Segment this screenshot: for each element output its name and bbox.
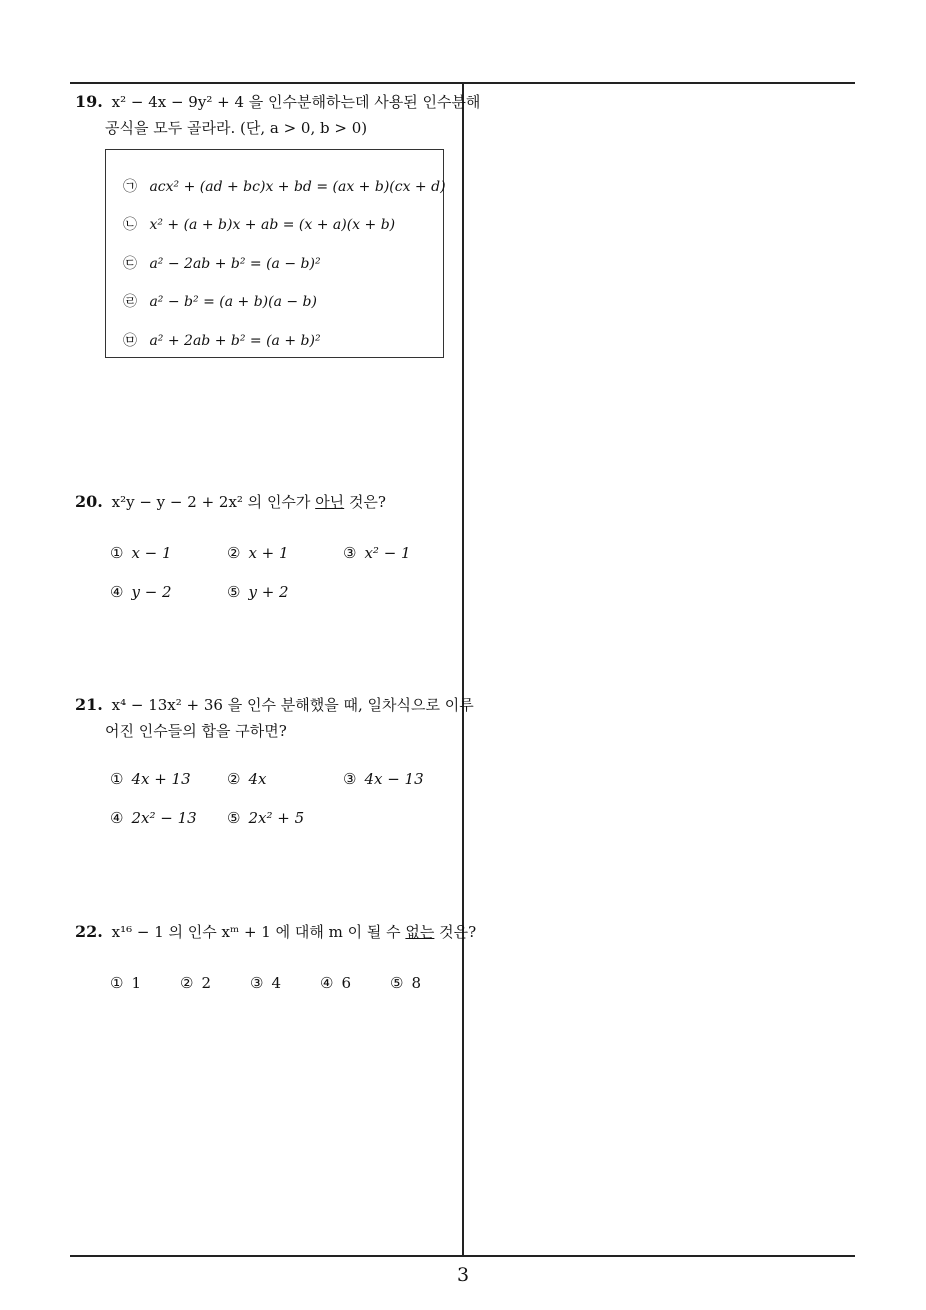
choice-1[interactable]: ① 4x + 13 bbox=[110, 770, 191, 788]
formula-item bbox=[123, 253, 321, 273]
item-formula: a² − 2ab + b² = (a − b)² bbox=[149, 256, 321, 272]
question-text-line2: 어진 인수들의 합을 구하면? bbox=[105, 722, 287, 740]
question-number: 21. bbox=[75, 695, 103, 714]
question-text-line1: x⁴ − 13x² + 36 을 인수 분해했을 때, 일차식으로 이루 bbox=[111, 696, 474, 714]
choice-1[interactable]: ① 1 bbox=[110, 974, 141, 992]
item-mark: ㉠ bbox=[123, 179, 137, 195]
question-text-line1: x² − 4x − 9y² + 4 을 인수분해하는데 사용된 인수분해 bbox=[111, 93, 481, 111]
question-number: 19. bbox=[75, 92, 103, 111]
bottom-rule bbox=[70, 1255, 855, 1257]
item-mark: ㉢ bbox=[123, 256, 137, 272]
choice-3[interactable]: ③ x² − 1 bbox=[343, 544, 411, 562]
question-text-pre: x²y − y − 2 + 2x² 의 인수가 bbox=[111, 493, 316, 511]
page-number: 3 bbox=[456, 1264, 470, 1286]
formula-item bbox=[123, 176, 446, 196]
formula-item bbox=[123, 291, 317, 311]
choice-2[interactable]: ② 2 bbox=[180, 974, 211, 992]
formula-item bbox=[123, 330, 321, 350]
underlined-word: 아닌 bbox=[315, 493, 345, 511]
choice-5[interactable]: ⑤ 8 bbox=[390, 974, 421, 992]
choice-4[interactable]: ④ 6 bbox=[320, 974, 351, 992]
item-mark: ㉣ bbox=[123, 294, 137, 310]
question-19 bbox=[75, 89, 481, 141]
item-mark: ㉤ bbox=[123, 333, 137, 349]
choice-4[interactable]: ④ 2x² − 13 bbox=[110, 809, 197, 827]
question-number: 22. bbox=[75, 922, 103, 941]
question-text-post: 것은? bbox=[434, 923, 477, 941]
question-text-pre: x¹⁶ − 1 의 인수 xᵐ + 1 에 대해 m 이 될 수 bbox=[111, 923, 406, 941]
underlined-word: 없는 bbox=[405, 923, 435, 941]
item-formula: x² + (a + b)x + ab = (x + a)(x + b) bbox=[149, 217, 396, 233]
choice-5[interactable]: ⑤ 2x² + 5 bbox=[227, 809, 305, 827]
choice-5[interactable]: ⑤ y + 2 bbox=[227, 583, 289, 601]
choice-1[interactable]: ① x − 1 bbox=[110, 544, 172, 562]
choice-4[interactable]: ④ y − 2 bbox=[110, 583, 172, 601]
question-22 bbox=[75, 919, 477, 945]
formula-item bbox=[123, 214, 395, 234]
item-formula: a² − b² = (a + b)(a − b) bbox=[149, 294, 317, 310]
choice-2[interactable]: ② x + 1 bbox=[227, 544, 289, 562]
question-text-post: 것은? bbox=[344, 493, 386, 511]
item-formula: acx² + (ad + bc)x + bd = (ax + b)(cx + d) bbox=[149, 179, 446, 195]
question-21 bbox=[75, 692, 474, 744]
formula-box bbox=[105, 149, 444, 358]
column-divider bbox=[462, 82, 464, 1256]
choice-2[interactable]: ② 4x bbox=[227, 770, 267, 788]
choice-3[interactable]: ③ 4x − 13 bbox=[343, 770, 424, 788]
item-mark: ㉡ bbox=[123, 217, 137, 233]
question-20 bbox=[75, 489, 457, 515]
question-text-line2: 공식을 모두 골라라. (단, a > 0, b > 0) bbox=[105, 119, 368, 137]
question-number: 20. bbox=[75, 492, 103, 511]
item-formula: a² + 2ab + b² = (a + b)² bbox=[149, 333, 321, 349]
choice-3[interactable]: ③ 4 bbox=[250, 974, 281, 992]
